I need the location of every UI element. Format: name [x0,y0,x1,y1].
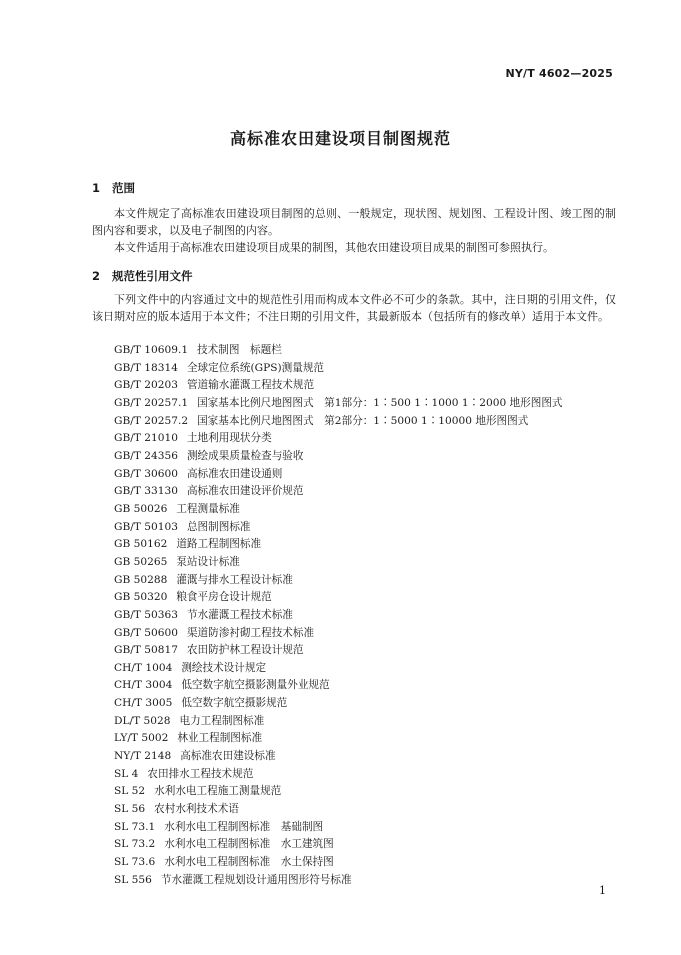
reference-code: SL 556 [114,873,152,886]
reference-code: GB 50026 [114,502,168,515]
reference-item [114,483,563,501]
reference-title: 水利水电工程制图标准 基础制图 [164,820,324,833]
reference-item [114,819,563,837]
reference-item [114,660,563,678]
reference-title: 农田排水工程技术规范 [147,767,254,780]
reference-item [114,695,563,713]
reference-title: 测绘成果质量检查与验收 [186,449,304,462]
reference-item [114,377,563,395]
section-1-paragraph-1: 本文件规定了高标准农田建设项目制图的总则、一般规定，现状图、规划图、工程设计图、竣工图的制图内容和要求，以及电子制图的内容。 [92,207,616,237]
section-2-number: 2 [92,269,101,283]
reference-title: 高标准农田建设标准 [180,750,276,763]
reference-code: GB/T 10609.1 [114,344,189,356]
reference-code: GB/T 20203 [114,379,178,392]
reference-item [114,748,563,766]
reference-item [114,448,563,466]
reference-code: GB/T 24356 [114,449,178,462]
reference-title: 林业工程制图标准 [177,732,263,745]
reference-title: 高标准农田建设通则 [186,467,283,480]
section-2-intro: 下列文件中的内容通过文中的规范性引用而构成本文件必不可少的条款。其中，注日期的引用文件，仅该日期对应的版本适用于本文件；不注日期的引用文件，其最新版本（包括所有的修改单）适用于本文件。 [92,293,616,323]
reference-title: 土地利用现状分类 [186,432,272,445]
reference-title: 低空数字航空摄影规范 [181,697,288,710]
reference-item [114,730,563,748]
reference-item [114,360,563,378]
standard-number: NY/T 4602—2025 [505,67,613,80]
reference-code: CH/T 3004 [114,679,173,692]
reference-item [114,801,563,819]
normative-references-list [114,342,563,889]
reference-item [114,430,563,448]
reference-title: 水利水电工程施工测量规范 [154,785,282,798]
reference-code: GB/T 21010 [114,432,178,445]
reference-title: 总图制图标准 [186,520,251,533]
section-1-heading [92,180,135,196]
reference-item [114,766,563,784]
reference-code: GB/T 50600 [114,626,178,639]
reference-title: 工程测量标准 [176,502,240,515]
reference-code: GB/T 50363 [114,608,178,621]
document-title: 高标准农田建设项目制图规范 [229,129,451,148]
reference-title: 技术制图 标题栏 [197,344,282,356]
reference-title: 水利水电工程制图标准 水土保持图 [164,856,334,869]
section-1-title: 范围 [112,181,135,195]
reference-item [114,783,563,801]
reference-title: 道路工程制图标准 [176,538,262,551]
page-number: 1 [599,884,606,897]
reference-code: LY/T 5002 [114,732,169,745]
reference-code: CH/T 1004 [114,661,173,674]
reference-title: 渠道防渗衬砌工程技术标准 [186,626,315,639]
reference-title: 全球定位系统(GPS)测量规范 [186,361,325,374]
reference-title: 节水灌溉工程规划设计通用图形符号标准 [160,873,352,886]
reference-item [114,589,563,607]
reference-title: 国家基本比例尺地图图式 第2部分：1∶5000 1∶10000 地形图图式 [197,414,529,427]
reference-title: 粮食平房仓设计规范 [176,591,272,604]
reference-title: 泵站设计标准 [176,555,240,568]
reference-code: DL/T 5028 [114,714,171,727]
reference-code: SL 73.2 [114,838,156,851]
reference-title: 高标准农田建设评价规范 [186,485,304,498]
reference-item [114,413,563,431]
reference-code: CH/T 3005 [114,697,173,710]
reference-item [114,872,563,890]
reference-title: 节水灌溉工程技术标准 [186,608,293,621]
reference-title: 灌溉与排水工程设计标准 [176,573,293,586]
reference-title: 测绘技术设计规定 [181,661,267,674]
reference-item [114,607,563,625]
reference-code: GB 50288 [114,573,168,586]
reference-title: 水利水电工程制图标准 水工建筑图 [164,838,334,851]
reference-code: GB 50162 [114,538,168,551]
section-2-title: 规范性引用文件 [112,269,193,283]
reference-item [114,642,563,660]
reference-code: NY/T 2148 [114,750,172,763]
reference-item [114,854,563,872]
reference-item [114,677,563,695]
reference-code: GB/T 18314 [114,361,178,374]
section-1-number: 1 [92,181,101,195]
reference-code: GB/T 20257.1 [114,396,189,409]
section-2-heading [92,268,193,284]
reference-code: GB/T 33130 [114,485,178,498]
reference-code: SL 73.6 [114,856,156,869]
reference-item [114,625,563,643]
reference-title: 低空数字航空摄影测量外业规范 [181,679,330,692]
reference-code: SL 52 [114,785,146,798]
reference-code: GB/T 50103 [114,520,178,533]
reference-item [114,713,563,731]
reference-code: GB/T 20257.2 [114,414,189,427]
reference-item [114,572,563,590]
reference-item [114,395,563,413]
reference-code: SL 73.1 [114,820,156,833]
reference-title: 国家基本比例尺地图图式 第1部分：1∶500 1∶1000 1∶2000 地形图图式 [197,396,563,409]
reference-item [114,342,563,360]
reference-title: 农田防护林工程设计规范 [186,644,304,657]
reference-code: GB/T 50817 [114,644,178,657]
reference-code: GB 50320 [114,591,168,604]
reference-item [114,536,563,554]
section-1-paragraph-2: 本文件适用于高标准农田建设项目成果的制图，其他农田建设项目成果的制图可参照执行。 [114,241,554,254]
reference-title: 电力工程制图标准 [179,714,265,727]
reference-title: 管道输水灌溉工程技术规范 [186,379,315,392]
reference-code: GB/T 30600 [114,467,178,480]
reference-item [114,466,563,484]
reference-item [114,554,563,572]
reference-code: GB 50265 [114,555,168,568]
reference-item [114,519,563,537]
reference-item [114,836,563,854]
reference-title: 农村水利技术术语 [154,803,239,816]
reference-code: SL 56 [114,803,146,816]
reference-item [114,501,563,519]
reference-code: SL 4 [114,767,139,780]
